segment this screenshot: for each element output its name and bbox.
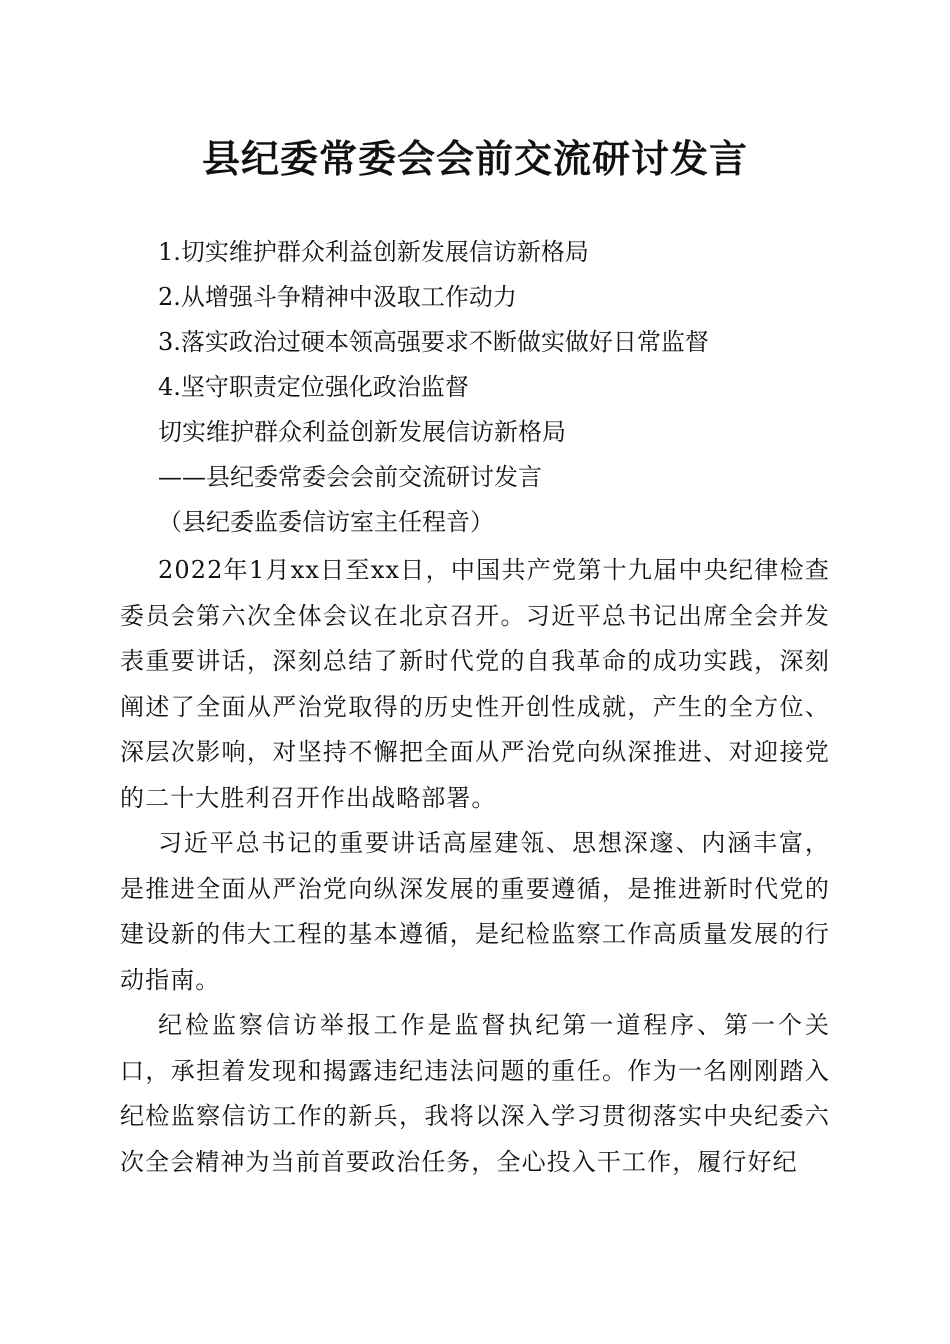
paragraph: 2022年1月xx日至xx日，中国共产党第十九届中央纪律检查委员会第六次全体会议在北京召开。习近平总书记出席全会并发表重要讲话，深刻总结了新时代党的自我革命的成功实践，深刻阐述了全面从严治党取得的历史性开创性成就，产生的全方位、深层次影响，对坚持不懈把全面从严治党向纵深推进、对迎接党的二十大胜利召开作出战略部署。 [120,556,830,812]
toc-item: 1.切实维护群众利益创新发展信访新格局 [158,238,589,266]
paragraph: 纪检监察信访举报工作是监督执纪第一道程序、第一个关口，承担着发现和揭露违纪违法问题的重任。作为一名刚刚踏入纪检监察信访工作的新兵，我将以深入学习贯彻落实中央纪委六次全会精神为当前首要政治任务，全心投入干工作，履行好纪 [120,1011,830,1176]
paragraph: 习近平总书记的重要讲话高屋建瓴、思想深邃、内涵丰富，是推进全面从严治党向纵深发展的重要遵循，是推进新时代党的建设新的伟大工程的基本遵循，是纪检监察工作高质量发展的行动指南。 [120,829,830,994]
toc-item: 4.坚守职责定位强化政治监督 [158,373,469,401]
document-title: 县纪委常委会会前交流研讨发言 [201,136,748,181]
author-line: （县纪委监委信访室主任程音） [158,508,494,536]
section-subtitle: ——县纪委常委会会前交流研讨发言 [158,463,542,491]
section-title: 切实维护群众利益创新发展信访新格局 [158,418,566,446]
table-of-contents [158,230,858,545]
toc-item: 2.从增强斗争精神中汲取工作动力 [158,283,517,311]
toc-item: 3.落实政治过硬本领高强要求不断做实做好日常监督 [158,328,709,356]
document-body [120,548,830,1185]
